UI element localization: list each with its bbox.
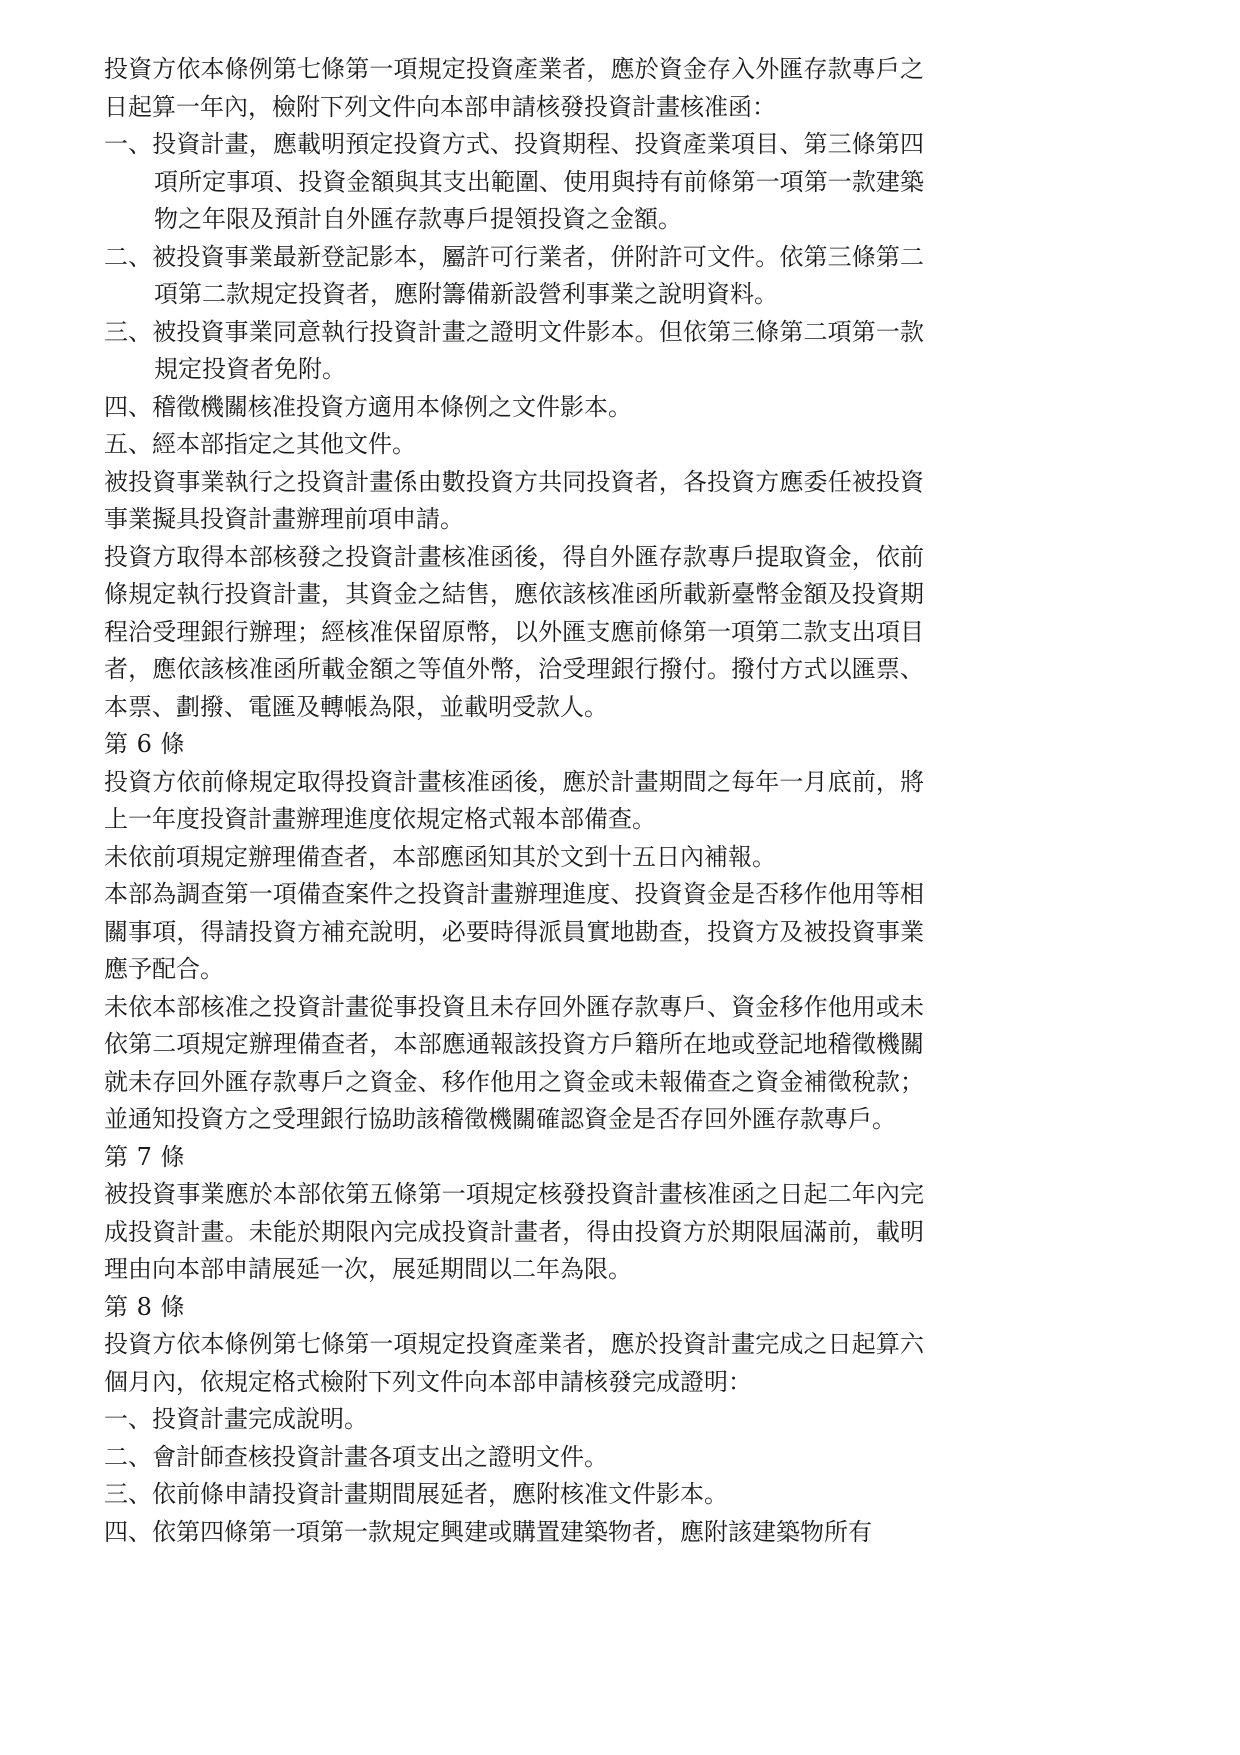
list-item: 四、依第四條第一項第一款規定興建或購置建築物者，應附該建築物所有 — [104, 1517, 872, 1546]
article-heading: 第 7 條 — [104, 1142, 186, 1171]
paragraph: 被投資事業應於本部依第五條第一項規定核發投資計畫核准函之日起二年內完成投資計畫。未能於期限內完成投資計畫者，得由投資方於期限屆滿前，載明理由向本部申請展延一次，展延期間以二年為限。 — [104, 1180, 924, 1283]
list-item: 一、投資計畫完成說明。 — [104, 1405, 368, 1433]
list-item: 二、被投資事業最新登記影本，屬許可行業者，併附許可文件。依第三條第二項第二款規定投資者，應附籌備新設營利事業之說明資料。 — [104, 242, 924, 308]
paragraph: 投資方依本條例第七條第一項規定投資產業者，應於資金存入外匯存款專戶之日起算一年內，檢附下列文件向本部申請核發投資計畫核准函： — [104, 55, 924, 121]
document-page — [104, 51, 924, 1551]
list-item: 一、投資計畫，應載明預定投資方式、投資期程、投資產業項目、第三條第四項所定事項、投資金額與其支出範圍、使用與持有前條第一項第一款建築物之年限及預計自外匯存款專戶提領投資之金額。 — [104, 130, 924, 233]
list-item: 三、依前條申請投資計畫期間展延者，應附核准文件影本。 — [104, 1480, 728, 1508]
article-heading: 第 6 條 — [104, 730, 186, 758]
paragraph: 投資方取得本部核發之投資計畫核准函後，得自外匯存款專戶提取資金，依前條規定執行投資計畫，其資金之結售，應依該核准函所載新臺幣金額及投資期程洽受理銀行辦理；經核准保留原幣，以外匯支應前條第一項第二款支出項目者，應依該核准函所載金額之等值外幣，洽受理銀行撥付。撥付方式以匯票、本票、劃撥、電匯及轉帳為限，並載明受款人。 — [104, 542, 924, 721]
list-item: 四、稽徵機關核准投資方適用本條例之文件影本。 — [104, 392, 632, 421]
paragraph: 未依本部核准之投資計畫從事投資且未存回外匯存款專戶、資金移作他用或未依第二項規定辦理備查者，本部應通報該投資方戶籍所在地或登記地稽徵機關就未存回外匯存款專戶之資金、移作他用之資金或未報備查之資金補徵稅款；並通知投資方之受理銀行協助該稽徵機關確認資金是否存回外匯存款專戶。 — [104, 992, 924, 1133]
paragraph: 本部為調查第一項備查案件之投資計畫辦理進度、投資資金是否移作他用等相關事項，得請投資方補充說明，必要時得派員實地勘查，投資方及被投資事業應予配合。 — [104, 880, 924, 983]
paragraph: 被投資事業執行之投資計畫係由數投資方共同投資者，各投資方應委任被投資事業擬具投資計畫辦理前項申請。 — [104, 467, 924, 533]
list-item: 三、被投資事業同意執行投資計畫之證明文件影本。但依第三條第二項第一款規定投資者免附。 — [104, 317, 924, 383]
list-item: 二、會計師查核投資計畫各項支出之證明文件。 — [104, 1442, 608, 1471]
article-heading: 第 8 條 — [104, 1292, 186, 1321]
paragraph: 投資方依本條例第七條第一項規定投資產業者，應於投資計畫完成之日起算六個月內，依規定格式檢附下列文件向本部申請核發完成證明： — [104, 1330, 924, 1396]
paragraph: 未依前項規定辦理備查者，本部應函知其於文到十五日內補報。 — [104, 842, 776, 871]
list-item: 五、經本部指定之其他文件。 — [104, 430, 416, 458]
paragraph: 投資方依前條規定取得投資計畫核准函後，應於計畫期間之每年一月底前，將上一年度投資計畫辦理進度依規定格式報本部備查。 — [104, 767, 924, 833]
